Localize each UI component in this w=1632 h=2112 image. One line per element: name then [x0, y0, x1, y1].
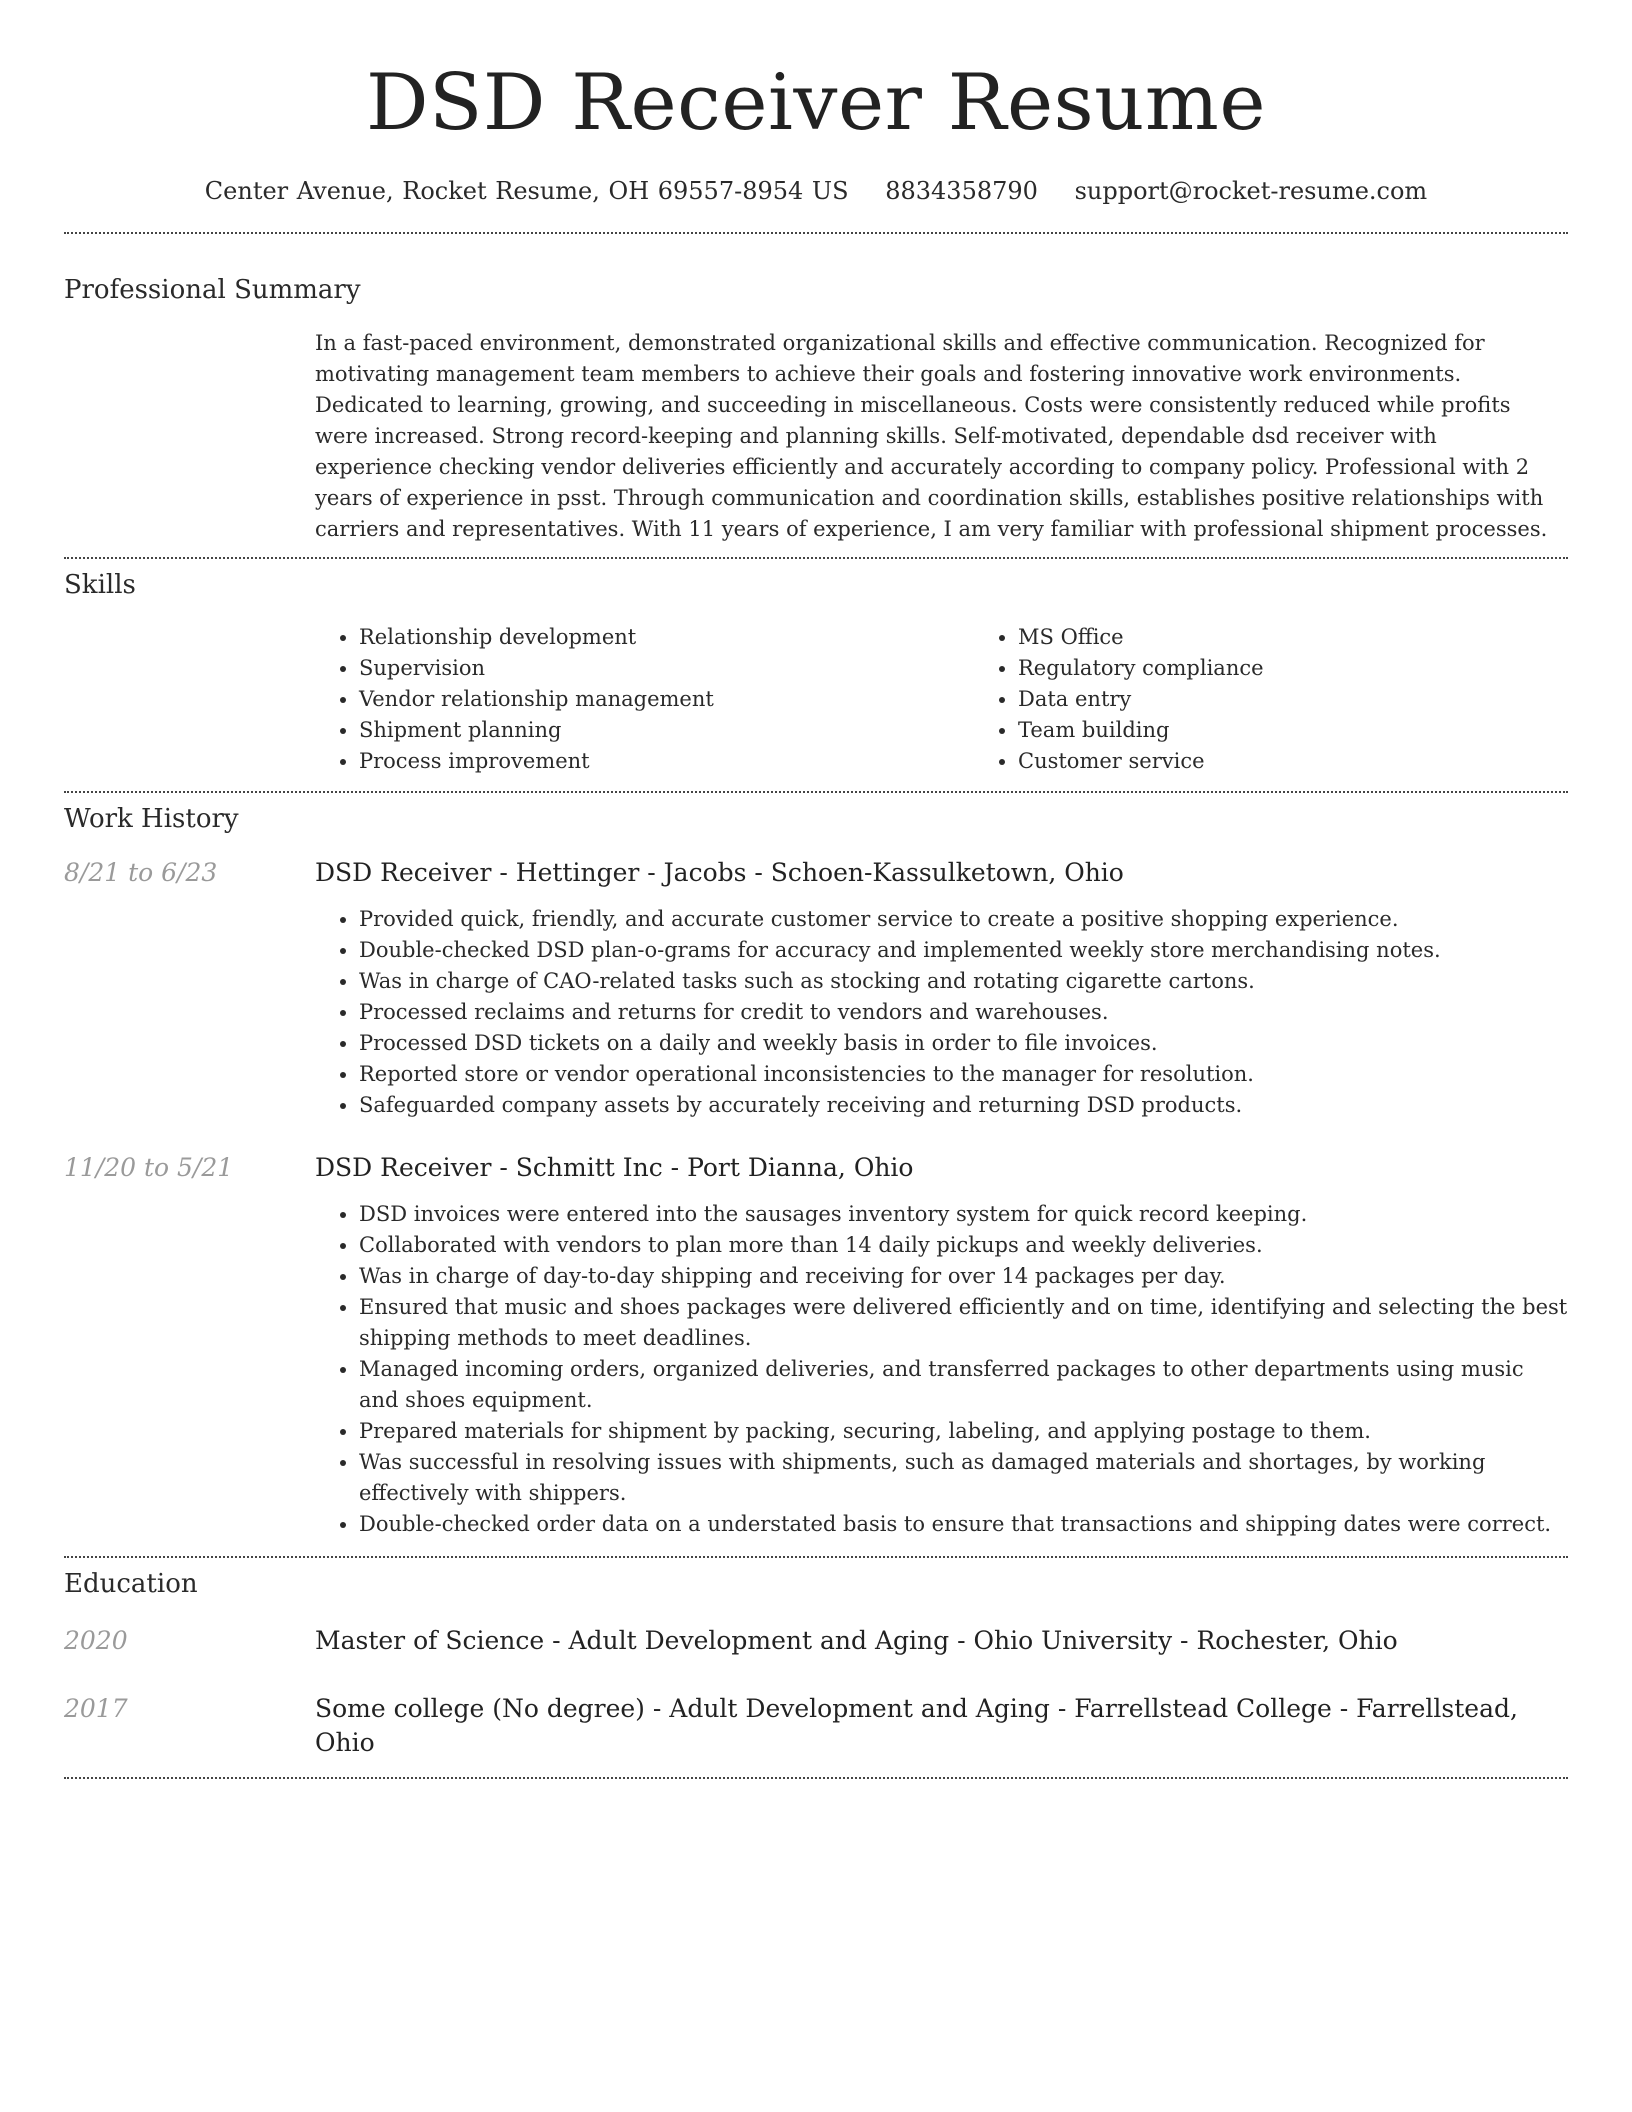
job-bullet: • Managed incoming orders, organized deliveries, and transferred packages to other departments using music and shoes equipment. [359, 1354, 1568, 1416]
job-bullet: • Double-checked DSD plan-o-grams for accuracy and implemented weekly store merchandising notes. [359, 935, 1568, 966]
divider [64, 232, 1568, 234]
work-section [64, 801, 1568, 1540]
job-bullet: • Processed reclaims and returns for credit to vendors and warehouses. [359, 997, 1568, 1028]
skill-item: • MS Office [1018, 622, 1632, 653]
contact-phone: 8834358790 [885, 177, 1038, 205]
skills-list-right [974, 622, 1632, 777]
skill-item: • Vendor relationship management [359, 684, 974, 715]
job-bullet: • Processed DSD tickets on a daily and weekly basis in order to file invoices. [359, 1028, 1568, 1059]
skills-section [64, 567, 1568, 777]
contact-address: Center Avenue, Rocket Resume, OH 69557-8954 US [204, 177, 849, 205]
education-year: 2020 [64, 1626, 128, 1655]
education-section [64, 1566, 1568, 1760]
job-title: DSD Receiver - Schmitt Inc - Port Dianna, Ohio [315, 1153, 914, 1182]
skill-item: • Supervision [359, 653, 974, 684]
job-bullets [315, 1199, 1568, 1540]
education-text: Master of Science - Adult Development and Aging - Ohio University - Rochester, Ohio [315, 1626, 1398, 1655]
summary-row [64, 328, 1568, 545]
job-bullet: • Prepared materials for shipment by packing, securing, labeling, and applying postage to them. [359, 1416, 1568, 1447]
section-title-skills: Skills [64, 570, 136, 600]
summary-section [64, 272, 1568, 545]
job-title: DSD Receiver - Hettinger - Jacobs - Schoen-Kassulketown, Ohio [315, 858, 1124, 887]
divider [64, 791, 1568, 793]
skills-spacer [64, 622, 315, 777]
job-bullet: • Provided quick, friendly, and accurate customer service to create a positive shopping experience. [359, 904, 1568, 935]
job-bullet: • Double-checked order data on a understated basis to ensure that transactions and shipping dates were correct. [359, 1509, 1568, 1540]
education-entry [64, 1624, 1568, 1658]
job-bullet: • Was in charge of day-to-day shipping and receiving for over 14 packages per day. [359, 1261, 1568, 1292]
job-bullets [315, 904, 1568, 1121]
summary-body [315, 328, 1568, 545]
summary-spacer [64, 328, 315, 545]
job-bullet: • Safeguarded company assets by accurately receiving and returning DSD products. [359, 1090, 1568, 1121]
skill-item: • Customer service [1018, 746, 1632, 777]
job-bullet: • Was successful in resolving issues with shipments, such as damaged materials and shortages, by working effectively with shippers. [359, 1447, 1568, 1509]
job-dates: 8/21 to 6/23 [64, 858, 218, 887]
skill-item: • Regulatory compliance [1018, 653, 1632, 684]
job-bullet: • Ensured that music and shoes packages were delivered efficiently and on time, identifying and selecting the best shipping methods to meet deadlines. [359, 1292, 1568, 1354]
contact-line [64, 174, 1568, 208]
section-title-summary: Professional Summary [64, 275, 361, 305]
section-title-work: Work History [64, 804, 239, 834]
education-text: Some college (No degree) - Adult Development and Aging - Farrellstead College - Farrellstead, Ohio [315, 1694, 1518, 1757]
divider [64, 1777, 1568, 1779]
contact-email: support@rocket-resume.com [1074, 177, 1428, 205]
job-bullet: • Was in charge of CAO-related tasks such as stocking and rotating cigarette cartons. [359, 966, 1568, 997]
divider [64, 557, 1568, 559]
job-bullet: • Collaborated with vendors to plan more than 14 daily pickups and weekly deliveries. [359, 1230, 1568, 1261]
education-year: 2017 [64, 1694, 128, 1723]
skill-item: • Team building [1018, 715, 1632, 746]
summary-text: In a fast-paced environment, demonstrated organizational skills and effective communication. Recognized for motivating management team members to achieve their goals and fostering innovative work environments. Dedicated to learning, growing, and succeeding in miscellaneous. Costs were consistently reduced while profits were increased. Strong record-keeping and planning skills. Self-motivated, dependable dsd receiver with experience checking vendor deliveries efficiently and accurately according to company policy. Professional with 2 years of experience in psst. Through communication and coordination skills, establishes positive relationships with carriers and representatives. With 11 years of experience, I am very familiar with professional shipment processes. [315, 331, 1548, 541]
skill-item: • Shipment planning [359, 715, 974, 746]
job-bullet: • Reported store or vendor operational inconsistencies to the manager for resolution. [359, 1059, 1568, 1090]
skills-list-left [315, 622, 974, 777]
job-entry [64, 856, 1568, 1121]
section-title-education: Education [64, 1569, 198, 1599]
job-body [315, 1151, 1568, 1540]
skills-grid [315, 622, 1632, 777]
job-entry [64, 1151, 1568, 1540]
job-bullet: • DSD invoices were entered into the sausages inventory system for quick record keeping. [359, 1199, 1568, 1230]
divider [64, 1556, 1568, 1558]
job-dates: 11/20 to 5/21 [64, 1153, 234, 1182]
skill-item: • Data entry [1018, 684, 1632, 715]
job-body [315, 856, 1568, 1121]
resume-title: DSD Receiver Resume [365, 58, 1267, 148]
education-entry [64, 1692, 1568, 1760]
skill-item: • Process improvement [359, 746, 974, 777]
skill-item: • Relationship development [359, 622, 974, 653]
skills-row [64, 622, 1568, 777]
